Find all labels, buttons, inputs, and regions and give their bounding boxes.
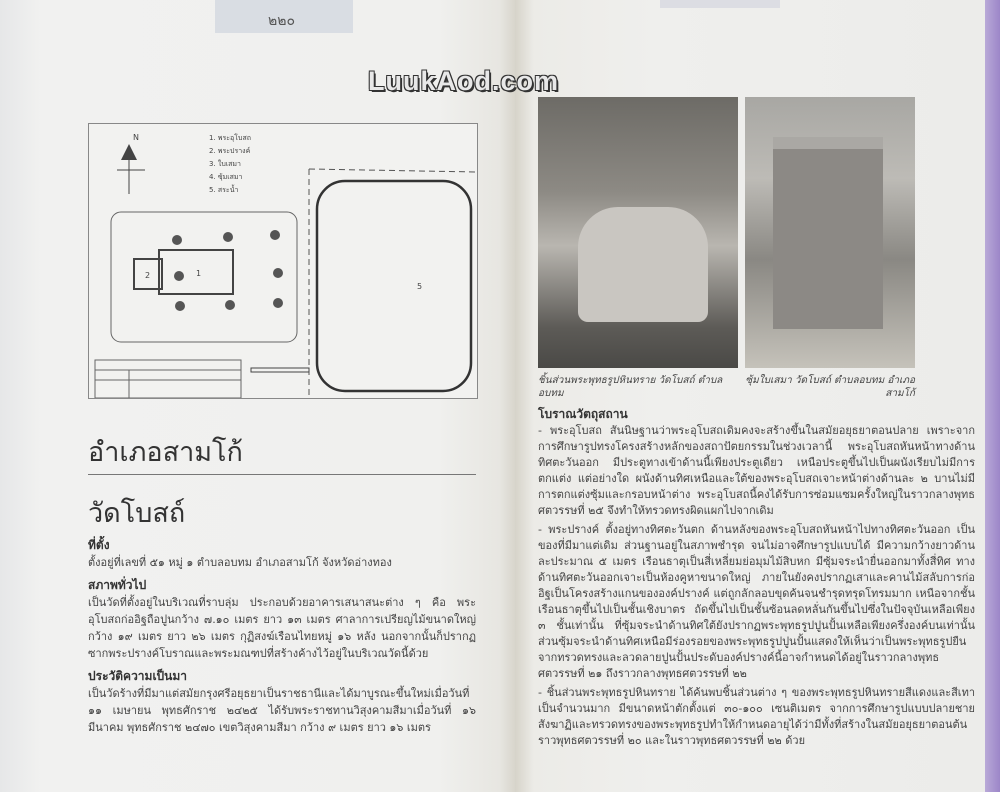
ubosot-paragraph: - พระอุโบสถ สันนิษฐานว่าพระอุโบสถเดิมคงจะสร้างขึ้นในสมัยอยุธยาตอนปลาย เพราะจากการศึกษารูปทรงโครงสร้างหลักของสถาปัตยกรรมในช่วงเวลานี้ พระอุโบสถหันหน้าทางด้านทิศตะวันออก มีประตูทางเข้าด้านนี้เพียงประตูเดียว เหนือประตูขึ้นไปเป็นผนังเรียบไม่มีการตกแต่ง แต่อย่างใด ผนังด้านทิศเหนือและใต้ของพระอุโบสถเจาะหน้าต่างด้านละ ๒ บานไม่มีการตกแต่งซุ้มและกรอบหน้าต่าง พระอุโบสถนี้คงได้รับการซ่อมแซมครั้งใหญ่ในราวกลางพุทธศตวรรษที่ ๒๕ จึงทำให้ทรวดทรงผิดแผกไปจากเดิม: [538, 424, 975, 517]
history-text: เป็นวัดร้างที่มีมาแต่สมัยกรุงศรีอยุธยาเป็นราชธานีและได้มาบูรณะขึ้นใหม่เมื่อวันที่ ๑๑ เมษายน พุทธศักราช ๒๔๒๕ ได้รับพระราชทานวิสุงคามสีมาเมื่อวันที่ ๑๖ มีนาคม พุทธศักราช ๒๔๗๐ เขตวิสุงคามสีมา กว้าง ๙ เมตร ยาว ๑๖ เมตร: [88, 687, 476, 734]
scale-bar: [251, 368, 309, 372]
svg-text:3. ใบเสมา: 3. ใบเสมา: [209, 160, 241, 168]
map-legend: [209, 133, 251, 194]
page-number: ๒๒๐: [268, 13, 296, 29]
section-heading-location: ที่ตั้ง: [88, 538, 110, 552]
district-heading: อำเภอสามโก้: [88, 436, 476, 475]
map-title-block: [95, 360, 241, 398]
pond-plan: [317, 181, 471, 391]
section-heading-overview: สภาพทั่วไป: [88, 578, 147, 592]
section-heading-history: ประวัติความเป็นมา: [88, 669, 188, 683]
svg-text:1: 1: [196, 269, 202, 278]
location-text: ตั้งอยู่ที่เลขที่ ๕๑ หมู่ ๑ ตำบลอบทม อำเภอสามโก้ จังหวัดอ่างทอง: [88, 556, 392, 569]
buddha-fragment-photo: [538, 97, 738, 368]
svg-text:5. สระน้ำ: 5. สระน้ำ: [209, 186, 239, 194]
temple-heading: วัดโบสถ์: [88, 498, 186, 529]
svg-text:5: 5: [417, 282, 423, 291]
north-label: N: [133, 133, 139, 142]
photo-caption-left: ชิ้นส่วนพระพุทธรูปหินทราย วัดโบสถ์ ตำบลอบทม: [538, 375, 723, 399]
north-arrow-icon: [117, 133, 145, 194]
prang-paragraph: - พระปรางค์ ตั้งอยู่ทางทิศตะวันตก ด้านหลังของพระอุโบสถหันหน้าไปทางทิศตะวันออก เป็นของที่มีมาแต่เดิม ส่วนฐานอยู่ในสภาพชำรุด จนไม่อาจศึกษารูปแบบได้ มีความกว้างยาวด้านละประมาณ ๕ เมตร เรือนธาตุเป็นสี่เหลี่ยมย่อมุมไม้สิบหก มีซุ้มจระนำยื่นออกมาทั้งสี่ทิศ ทางด้านทิศตะวันออกเจาะเป็นห้องคูหาขนาดใหญ่ ภายในยังคงปรากฏเสาและคานไม้สลับการก่ออิฐเป็นโครงสร้างแกนขององค์ปรางค์ แต่ถูกลักลอบขุดค้นจนชำรุดทรุดโทรมมาก เหนือจากชั้นเรือนธาตุขึ้นไปเป็นชั้นเชิงบาตร ถัดขึ้นไปเป็นชั้นซ้อนลดหลั่นกันขึ้นไปซึ่งในปัจจุบันเหลือเพียง ๓ ชั้นเท่านั้น ที่ซุ้มจระนำด้านทิศใต้ยังปรากฏพระพุทธรูปปูนปั้นเหลือเพียงครึ่งองค์บนเท่านั้น ส่วนซุ้มจระนำด้านทิศเหนือมีร่องรอยของพระพุทธรูปปูนปั้นแสดงให้เห็นว่าเป็นพระพุทธรูปยืนจากทรวดทรงและลวดลายปูนปั้นประดับองค์ปรางค์นี้อาจกำหนดได้อยู่ในราวกลางพุทธศตวรรษที่ ๒๑ ถึงราวกลางพุทธศตวรรษที่ ๒๒: [538, 523, 975, 680]
svg-text:4. ซุ้มเสมา: 4. ซุ้มเสมา: [209, 173, 243, 181]
sema-markers: [172, 230, 283, 311]
buddha-fragment-paragraph: - ชิ้นส่วนพระพุทธรูปหินทราย ได้ค้นพบชิ้นส่วนต่าง ๆ ของพระพุทธรูปหินทรายสีแดงและสีเทาเป็นจำนวนมาก มีขนาดหน้าตักตั้งแต่ ๓๐-๑๐๐ เซนติเมตร จากการศึกษารูปแบบปลายชายสังฆาฏิและทรวดทรงของพระพุทธรูปทำให้กำหนดอายุได้ว่ามีทั้งที่สร้างในสมัยอยุธยาตอนต้นราวพุทธศตวรรษที่ ๒๐ และในราวพุทธศตวรรษที่ ๒๒ ด้วย: [538, 686, 975, 747]
section-heading-antiquities: โบราณวัตถุสถาน: [538, 407, 628, 421]
background-edge: [985, 0, 1000, 792]
svg-text:2: 2: [145, 271, 151, 280]
sema-shrine-photo: [745, 97, 915, 368]
page-tab-right: [660, 0, 780, 8]
photo-caption-right: ซุ้มใบเสมา วัดโบสถ์ ตำบลอบทม อำเภอสามโก้: [745, 375, 915, 399]
overview-text: เป็นวัดที่ตั้งอยู่ในบริเวณที่ราบลุ่ม ประกอบด้วยอาคารเสนาสนะต่าง ๆ คือ พระอุโบสถก่ออิฐถือปูนกว้าง ๗.๑๐ เมตร ยาว ๑๓ เมตร ศาลาการเปรียญไม้ขนาดใหญ่ กว้าง ๑๙ เมตร ยาว ๒๖ เมตร กุฏิสงฆ์เรือนไทยหมู่ ๑๖ หลัง นอกจากนั้นก็ปรากฏซากพระปรางค์โบราณและพระมณฑปที่สร้างค้างไว้อยู่ในบริเวณวัดนี้ด้วย: [88, 596, 476, 660]
svg-text:1. พระอุโบสถ: 1. พระอุโบสถ: [209, 134, 251, 142]
svg-text:2. พระปรางค์: 2. พระปรางค์: [209, 147, 251, 155]
site-plan-map: [88, 123, 478, 399]
right-text-column: [538, 374, 975, 752]
buddha-torso: [578, 207, 708, 322]
photo-captions: [538, 374, 975, 400]
left-text-column: [88, 436, 476, 736]
watermark-logo: LuukAod.com: [368, 66, 559, 96]
sema-shrine: [773, 137, 883, 329]
